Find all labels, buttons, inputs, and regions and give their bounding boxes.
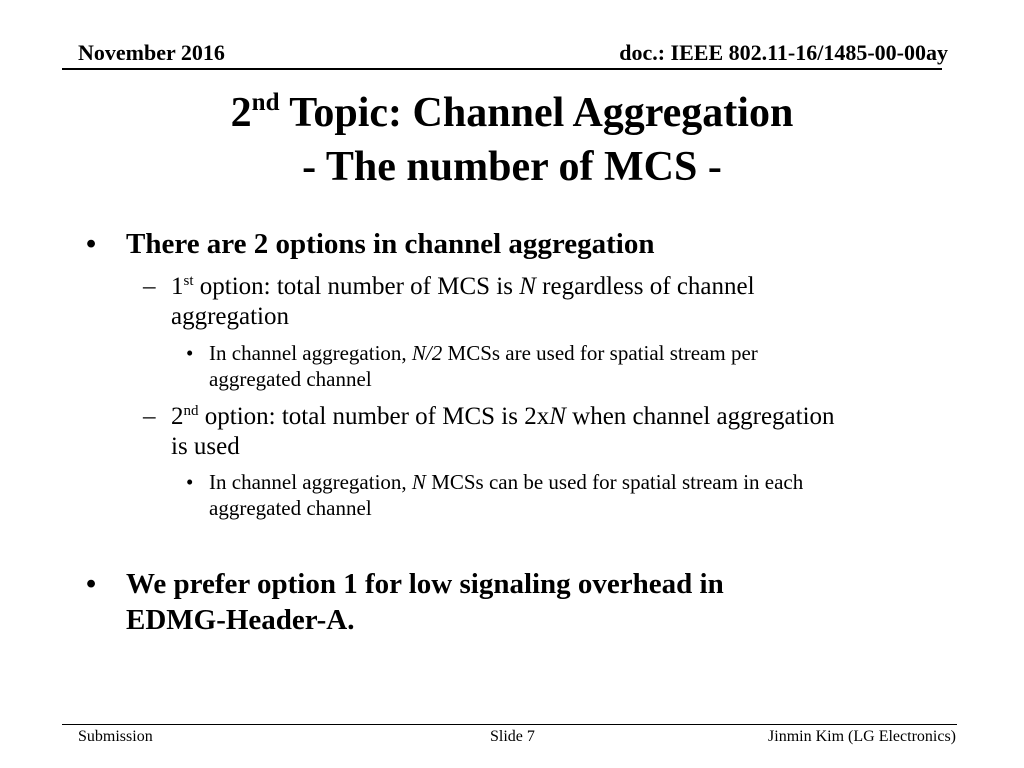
option-2-detail-line-2: aggregated channel [209, 496, 372, 520]
option-2-text-a: option: total number of MCS is 2x [198, 403, 550, 430]
option-1-variable: N [519, 273, 536, 300]
header-date: November 2016 [78, 40, 225, 65]
option-1-detail-variable: N/2 [411, 341, 443, 365]
option-1-detail-line-1 [209, 340, 758, 366]
footer-slide-number: Slide 7 [490, 728, 535, 745]
option-1-detail-b: MCSs are used for spatial stream per [442, 341, 758, 365]
option-2-suffix: nd [183, 403, 199, 419]
option-2-line-2: is used [171, 433, 240, 460]
option-1-detail-a: In channel aggregation, [209, 341, 412, 365]
dash-marker: – [143, 403, 156, 430]
option-1-line-1 [171, 272, 755, 302]
option-1-text-a: option: total number of MCS is [193, 273, 520, 300]
option-2-number: 2 [171, 403, 184, 430]
bullet-2-line-1: We prefer option 1 for low signaling overhead in [126, 568, 724, 600]
option-2-line-1 [171, 402, 835, 432]
option-2-detail-a: In channel aggregation, [209, 470, 412, 494]
option-2-detail-b: MCSs can be used for spatial stream in each [425, 470, 804, 494]
option-2-variable: N [549, 403, 566, 430]
header-doc-id: doc.: IEEE 802.11-16/1485-00-00ay [619, 40, 948, 65]
bullet-2-line-2: EDMG-Header-A. [126, 604, 355, 636]
footer-rule [62, 724, 957, 725]
footer-submission: Submission [78, 728, 153, 745]
title-main: Topic: Channel Aggregation [279, 90, 794, 136]
title-ordinal-suffix: nd [251, 89, 280, 116]
title-line-2: - The number of MCS - [302, 144, 722, 190]
bullet-marker: • [86, 568, 97, 600]
option-2-detail-variable: N [411, 470, 426, 494]
option-1-detail-line-2: aggregated channel [209, 367, 372, 391]
option-2-text-b: when channel aggregation [565, 403, 835, 430]
title-ordinal: 2 [230, 90, 252, 136]
dash-marker: – [143, 273, 156, 300]
option-1-suffix: st [183, 273, 194, 289]
footer-author: Jinmin Kim (LG Electronics) [768, 728, 956, 745]
bullet-marker-small: • [186, 341, 194, 365]
bullet-marker: • [86, 228, 97, 260]
bullet-1-text: There are 2 options in channel aggregation [126, 228, 655, 260]
option-1-number: 1 [171, 273, 184, 300]
bullet-marker-small: • [186, 470, 194, 494]
option-2-detail-line-1 [209, 469, 803, 495]
option-1-line-2: aggregation [171, 303, 290, 330]
option-1-text-b: regardless of channel [535, 273, 755, 300]
